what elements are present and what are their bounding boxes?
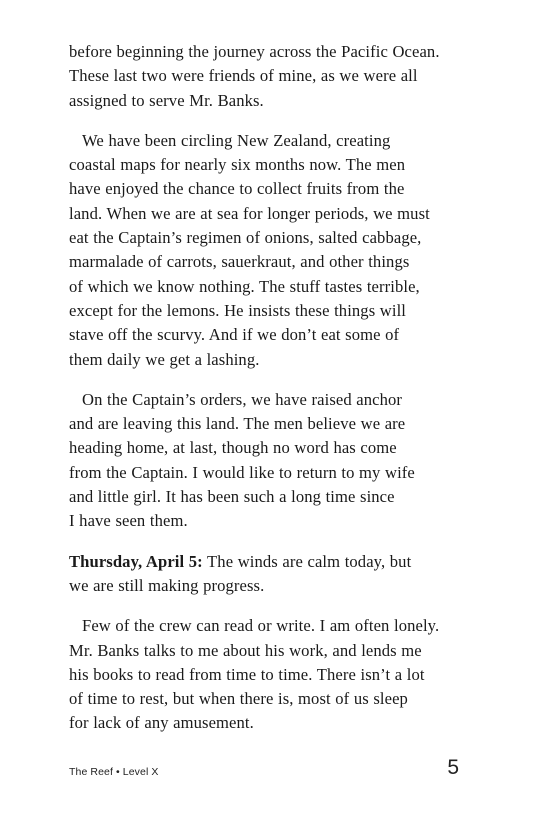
paragraph bbox=[69, 129, 479, 372]
entry-first-line-text: The winds are calm today, but bbox=[202, 551, 412, 571]
text-line: for lack of any amusement. bbox=[69, 713, 254, 733]
text-line: marmalade of carrots, sauerkraut, and other things bbox=[69, 252, 410, 272]
text-line: eat the Captain’s regimen of onions, salted cabbage, bbox=[69, 228, 422, 248]
text-line: from the Captain. I would like to return to my wife bbox=[69, 462, 415, 482]
page-body bbox=[69, 40, 479, 736]
text-line: have enjoyed the chance to collect fruits from the bbox=[69, 179, 405, 199]
page-number: 5 bbox=[447, 756, 459, 779]
text-line: I have seen them. bbox=[69, 511, 188, 531]
text-line: We have been circling New Zealand, creating bbox=[82, 130, 391, 150]
text-line: assigned to serve Mr. Banks. bbox=[69, 90, 264, 110]
text-line: them daily we get a lashing. bbox=[69, 349, 260, 369]
text-line: of which we know nothing. The stuff tastes terrible, bbox=[69, 276, 420, 296]
journal-entry-paragraph bbox=[69, 550, 479, 599]
text-line: coastal maps for nearly six months now. The men bbox=[69, 155, 406, 175]
text-line: Few of the crew can read or write. I am often lonely. bbox=[82, 616, 440, 636]
paragraph bbox=[69, 40, 479, 113]
text-line: before beginning the journey across the Pacific Ocean. bbox=[69, 42, 440, 61]
text-line: land. When we are at sea for longer periods, we must bbox=[69, 203, 430, 223]
paragraph bbox=[69, 614, 479, 735]
text-line: These last two were friends of mine, as we were all bbox=[69, 66, 418, 86]
text-line: his books to read from time to time. There isn’t a lot bbox=[69, 664, 425, 684]
paragraph bbox=[69, 388, 479, 534]
footer-book-title: The Reef • Level X bbox=[69, 766, 159, 778]
text-line: we are still making progress. bbox=[69, 575, 265, 595]
text-line: and are leaving this land. The men believe we are bbox=[69, 414, 406, 434]
text-line: except for the lemons. He insists these things will bbox=[69, 300, 407, 320]
entry-date-label: Thursday, April 5: bbox=[69, 551, 203, 571]
text-line: heading home, at last, though no word has come bbox=[69, 438, 397, 458]
text-line bbox=[69, 550, 479, 574]
text-line: stave off the scurvy. And if we don’t eat some of bbox=[69, 325, 400, 345]
text-line: and little girl. It has been such a long time since bbox=[69, 487, 395, 507]
text-line: of time to rest, but when there is, most of us sleep bbox=[69, 689, 408, 709]
text-line: On the Captain’s orders, we have raised anchor bbox=[82, 389, 403, 409]
text-line: Mr. Banks talks to me about his work, and lends me bbox=[69, 640, 422, 660]
